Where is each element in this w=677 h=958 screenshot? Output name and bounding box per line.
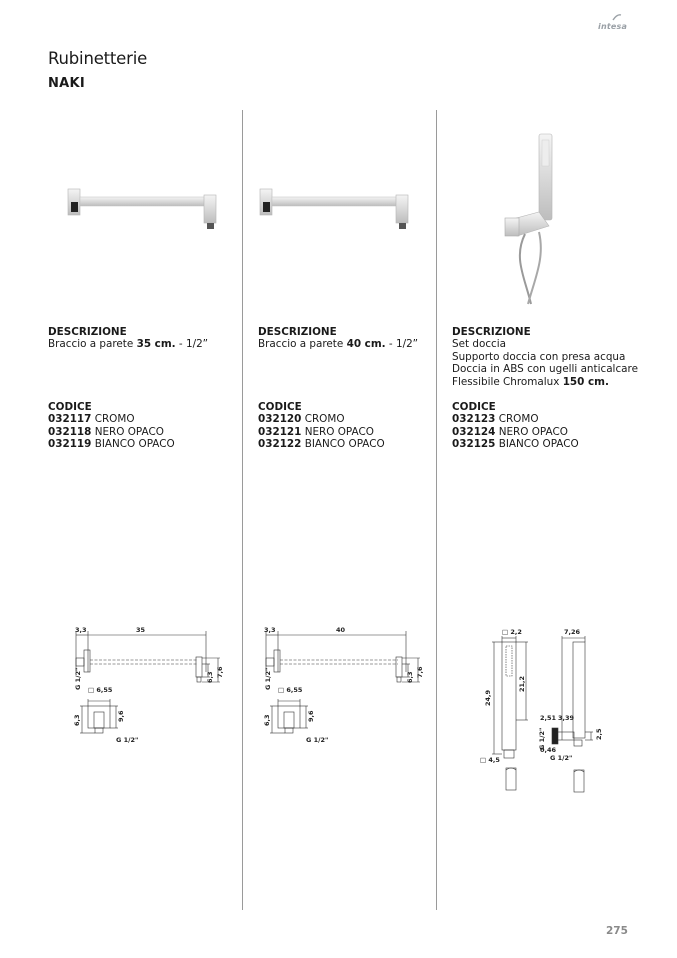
product-1-codes bbox=[48, 401, 238, 451]
dim-label: G 1/2" bbox=[538, 727, 546, 750]
intesa-logo-mark-icon bbox=[612, 14, 622, 21]
description-heading: DESCRIZIONE bbox=[452, 326, 531, 338]
dim-label: □ 6,55 bbox=[278, 686, 303, 694]
product-3-codes bbox=[452, 401, 642, 451]
dim-label: G 1/2" bbox=[116, 736, 139, 744]
dim-label: 6,3 bbox=[263, 714, 271, 726]
dim-label: G 1/2" bbox=[306, 736, 329, 744]
code-row: 032121 NERO OPACO bbox=[258, 425, 374, 438]
shower-arm-40-image bbox=[258, 185, 418, 235]
dim-label: 0,46 bbox=[540, 746, 557, 754]
code-row: 032117 CROMO bbox=[48, 413, 135, 426]
dim-label: 3,3 bbox=[75, 626, 87, 634]
description-heading: DESCRIZIONE bbox=[258, 326, 337, 338]
code-row: 032123 CROMO bbox=[452, 413, 539, 426]
description-line: Braccio a parete 35 cm. - 1/2” bbox=[48, 338, 209, 351]
code-row: 032125 BIANCO OPACO bbox=[452, 438, 579, 451]
product-2-codes bbox=[258, 401, 448, 451]
description-line: Braccio a parete 40 cm. - 1/2” bbox=[258, 338, 419, 351]
dim-label: 40 bbox=[336, 626, 346, 634]
dim-label: 6,3 bbox=[73, 714, 81, 726]
dim-label: G 1/2" bbox=[74, 667, 82, 690]
dim-label: 21,2 bbox=[518, 675, 526, 692]
dim-label: G 1/2" bbox=[264, 667, 272, 690]
dim-label: □ 6,55 bbox=[88, 686, 113, 694]
dim-label: 9,6 bbox=[117, 710, 125, 722]
dim-label: 3,39 bbox=[558, 714, 575, 722]
description-line: Doccia in ABS con ugelli anticalcare bbox=[452, 363, 638, 376]
dim-label: 3,3 bbox=[264, 626, 276, 634]
product-3-description bbox=[452, 326, 652, 388]
code-row: 032119 BIANCO OPACO bbox=[48, 438, 175, 451]
dim-label: 35 bbox=[136, 626, 146, 634]
column-divider bbox=[242, 110, 243, 910]
product-2-description bbox=[258, 326, 448, 351]
dim-label: 7,6 bbox=[416, 666, 424, 678]
page-number: 275 bbox=[606, 925, 628, 937]
brand-logo: intesa bbox=[598, 22, 628, 31]
code-row: 032124 NERO OPACO bbox=[452, 425, 568, 438]
shower-set-image bbox=[495, 128, 565, 308]
code-heading: CODICE bbox=[258, 401, 302, 413]
technical-drawing-shower-set bbox=[476, 620, 616, 800]
dim-label: 6,3 bbox=[406, 671, 414, 683]
column-divider bbox=[436, 110, 437, 910]
page-subtitle: NAKI bbox=[48, 76, 86, 91]
dim-label: □ 4,5 bbox=[480, 756, 500, 764]
code-row: 032122 BIANCO OPACO bbox=[258, 438, 385, 451]
technical-drawing-arm-40 bbox=[256, 622, 431, 752]
dim-label: □ 2,2 bbox=[502, 628, 522, 636]
code-heading: CODICE bbox=[452, 401, 496, 413]
dim-label: 2,51 bbox=[540, 714, 557, 722]
dim-label: 7,6 bbox=[216, 666, 224, 678]
code-heading: CODICE bbox=[48, 401, 92, 413]
description-line: Set doccia bbox=[452, 338, 506, 351]
shower-arm-35-image bbox=[66, 185, 226, 235]
product-1-description bbox=[48, 326, 238, 351]
dim-label: 9,6 bbox=[307, 710, 315, 722]
dim-label: 7,26 bbox=[564, 628, 581, 636]
page-title: Rubinetterie bbox=[48, 49, 148, 68]
code-row: 032120 CROMO bbox=[258, 413, 345, 426]
dim-label: 6,3 bbox=[206, 671, 214, 683]
dim-label: G 1/2" bbox=[550, 754, 573, 762]
dim-label: 2,5 bbox=[595, 728, 603, 740]
code-row: 032118 NERO OPACO bbox=[48, 425, 164, 438]
dim-label: 24,9 bbox=[484, 689, 492, 706]
description-line: Flessibile Chromalux 150 cm. bbox=[452, 375, 609, 388]
description-line: Supporto doccia con presa acqua bbox=[452, 350, 626, 363]
description-heading: DESCRIZIONE bbox=[48, 326, 127, 338]
technical-drawing-arm-35 bbox=[66, 622, 236, 752]
